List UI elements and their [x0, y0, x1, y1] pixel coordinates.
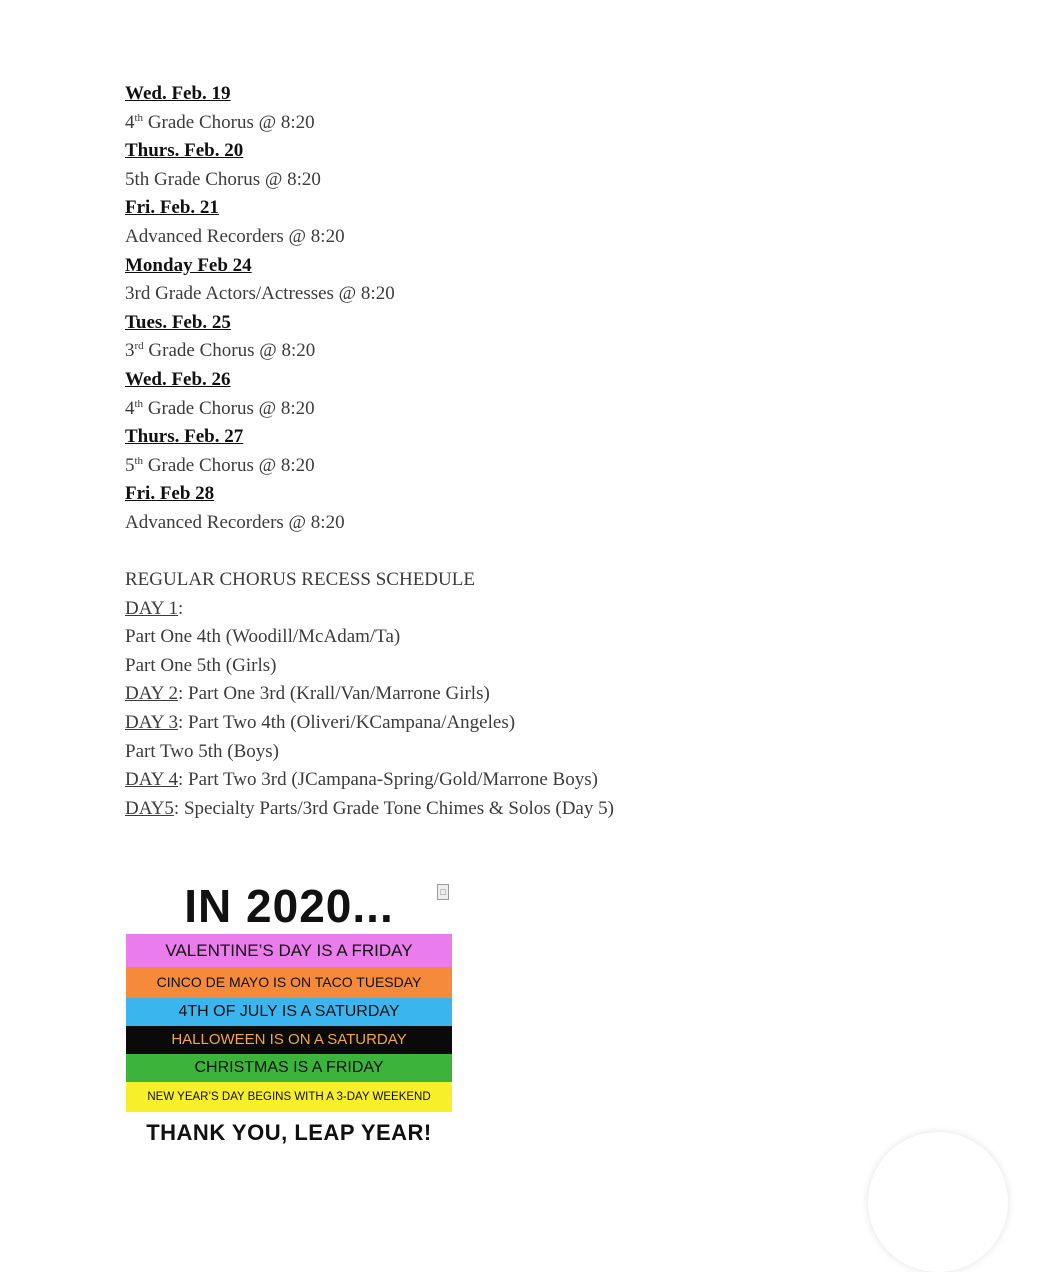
recess-day-label: DAY 3: [125, 712, 178, 734]
event-description: Grade Chorus @ 8:20: [143, 397, 315, 419]
image-placeholder-icon: □: [437, 884, 449, 900]
recess-line-text: : Part One 3rd (Krall/Van/Marrone Girls): [177, 683, 490, 705]
recess-line: [125, 766, 925, 795]
schedule-date: Fri. Feb 28: [125, 483, 215, 505]
holiday-bands: [126, 934, 452, 1112]
event-ordinal-suffix: th: [134, 397, 144, 410]
recess-day-label: DAY5: [125, 797, 174, 819]
recess-line: [125, 623, 925, 652]
event-ordinal-number: 4: [125, 397, 135, 419]
event-description: Grade Chorus @ 8:20: [143, 340, 316, 362]
recess-heading: REGULAR CHORUS RECESS SCHEDULE: [125, 569, 475, 591]
holiday-band: 4TH OF JULY IS A SATURDAY: [126, 998, 452, 1026]
recess-day-label: DAY 1: [125, 597, 178, 619]
event-ordinal-number: 3: [125, 340, 135, 362]
schedule-event: [125, 109, 925, 138]
schedule-date: Wed. Feb. 19: [125, 83, 231, 104]
event-description: 5th Grade Chorus @ 8:20: [125, 168, 321, 190]
event-ordinal-suffix: rd: [134, 340, 144, 353]
event-description: 3rd Grade Actors/Actresses @ 8:20: [125, 283, 395, 305]
schedule-event: [125, 223, 925, 252]
recess-line: [125, 709, 925, 738]
event-description: Grade Chorus @ 8:20: [143, 111, 315, 133]
recess-line-text: Part One 4th (Woodill/McAdam/Ta): [125, 626, 401, 648]
event-ordinal-suffix: th: [134, 111, 144, 124]
recess-line: [125, 680, 925, 709]
event-ordinal-suffix: th: [134, 454, 144, 467]
recess-line: [125, 795, 925, 824]
holiday-band: HALLOWEEN IS ON A SATURDAY: [126, 1026, 452, 1054]
recess-line-text: Part One 5th (Girls): [125, 654, 277, 676]
document-body: [125, 80, 925, 823]
event-ordinal-number: 4: [125, 111, 135, 133]
event-ordinal-number: 5: [125, 454, 135, 476]
event-description: Grade Chorus @ 8:20: [143, 454, 315, 476]
holiday-band: VALENTINE’S DAY IS A FRIDAY: [126, 934, 452, 967]
in-2020-graphic: [126, 878, 452, 1154]
event-description: Advanced Recorders @ 8:20: [125, 225, 345, 247]
recess-line-text: : Part Two 4th (Oliveri/KCampana/Angeles): [177, 712, 516, 734]
floating-action-circle[interactable]: [868, 1132, 1008, 1272]
holiday-band: CHRISTMAS IS A FRIDAY: [126, 1054, 452, 1082]
schedule-event: [125, 509, 925, 538]
recess-line-text: :: [177, 597, 184, 619]
schedule-event: [125, 166, 925, 195]
holiday-band: CINCO DE MAYO IS ON TACO TUESDAY: [126, 967, 452, 998]
recess-line: [125, 738, 925, 767]
event-description: Advanced Recorders @ 8:20: [125, 511, 345, 533]
schedule-date: Thurs. Feb. 20: [125, 140, 244, 162]
recess-day-label: DAY 2: [125, 683, 178, 705]
schedule-date: Tues. Feb. 25: [125, 311, 231, 333]
schedule-event: [125, 395, 925, 424]
schedule-event: [125, 280, 925, 309]
recess-day-label: DAY 4: [125, 769, 178, 791]
schedule-event: [125, 337, 925, 366]
recess-line: [125, 652, 925, 681]
recess-line: [125, 595, 925, 624]
recess-line-text: : Specialty Parts/3rd Grade Tone Chimes & Solos (Day 5): [173, 797, 614, 819]
schedule-date: Thurs. Feb. 27: [125, 426, 244, 448]
spacer: [125, 538, 925, 567]
recess-line-text: : Part Two 3rd (JCampana-Spring/Gold/Marrone Boys): [177, 769, 598, 791]
schedule-date: Wed. Feb. 26: [125, 368, 231, 390]
holiday-band: NEW YEAR’S DAY BEGINS WITH A 3-DAY WEEKEND: [126, 1082, 452, 1112]
rehearsal-schedule: [125, 80, 925, 538]
schedule-date: Fri. Feb. 21: [125, 197, 219, 219]
recess-line-text: Part Two 5th (Boys): [125, 740, 280, 762]
graphic-title: IN 2020...: [184, 880, 394, 932]
graphic-footer: THANK YOU, LEAP YEAR!: [146, 1120, 432, 1145]
schedule-date: Monday Feb 24: [125, 254, 252, 276]
recess-schedule: [125, 566, 925, 823]
schedule-event: [125, 452, 925, 481]
